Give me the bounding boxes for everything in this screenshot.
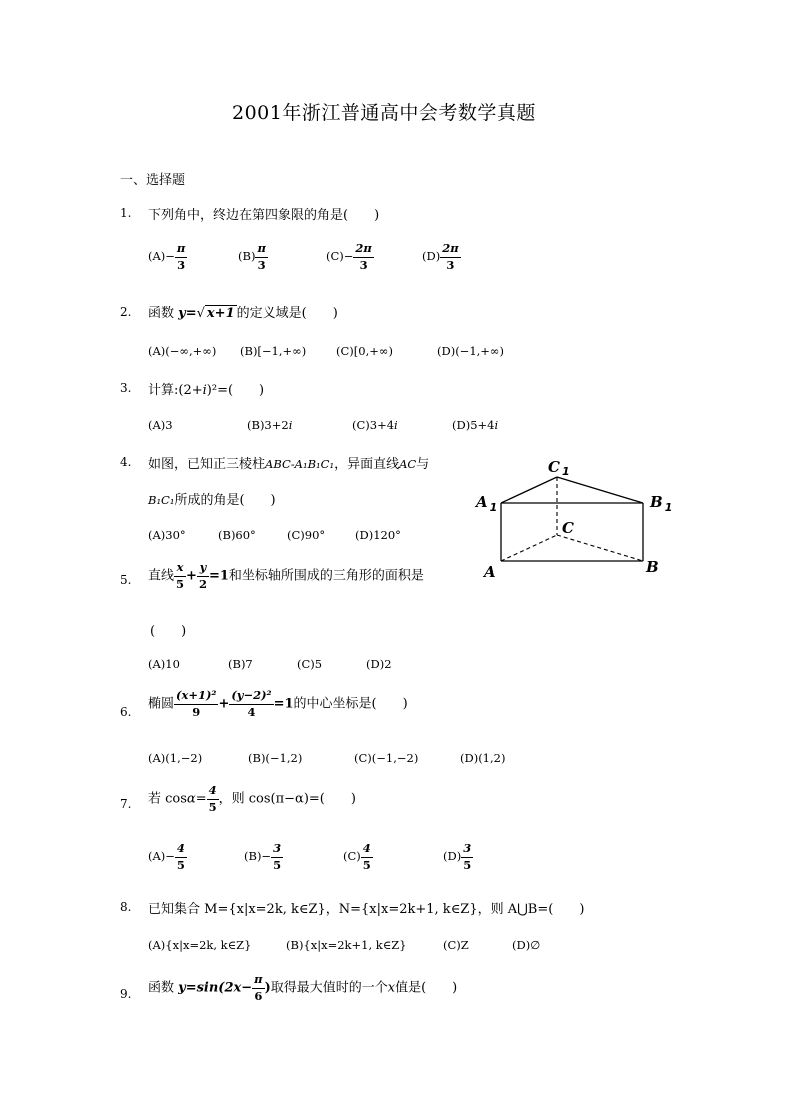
option-b: (B)− $\frac{3}{5}$ [244, 841, 282, 872]
option-a: (A)3 [148, 418, 173, 432]
option-c: (C) $\frac{4}{5}$ [343, 841, 371, 872]
question-number: 3. [120, 381, 132, 395]
option-b: (B)60° [218, 528, 256, 542]
edge-a1-c1 [501, 477, 557, 503]
option-a: (A)− $\frac{4}{5}$ [148, 841, 185, 872]
option-b: (B)[−1,+∞) [240, 344, 307, 358]
label-c1: C $_1$ [548, 458, 570, 478]
section-heading: 一、选择题 [120, 173, 186, 188]
question-text: 如图，已知正三棱柱ABC-A₁B₁C₁，异面直线AC与 [148, 457, 430, 472]
question-text: 下列角中，终边在第四象限的角是( ) [148, 208, 380, 223]
option-d: (D)2 [366, 657, 392, 671]
question-text: 已知集合 M={x|x=2k, k∈Z}，N={x|x=2k+1, k∈Z}，则 A⋃B=( ) [148, 902, 585, 917]
option-b: (B)(−1,2) [248, 751, 303, 765]
option-b: (B)7 [228, 657, 253, 671]
question-text: 椭圆 $\frac{\text{(x+1)²}}{9}$ + $\frac{\text{(y−2)²}}{4}$ =1的中心坐标是( ) [148, 688, 408, 719]
option-c: (C)− $\frac{2\pi}{3}$ [326, 241, 372, 272]
option-d: (D) $\frac{3}{5}$ [443, 841, 472, 872]
option-b: (B){x|x=2k+1, k∈Z} [286, 938, 407, 952]
option-c: (C)90° [287, 528, 326, 542]
option-d: (D) $\frac{2\pi}{3}$ [422, 241, 459, 272]
question-number: 7. [120, 797, 132, 811]
option-c: (C)3+4i [352, 418, 398, 432]
edge-a-c-hidden [501, 535, 557, 561]
question-number: 9. [120, 987, 132, 1001]
edge-c-b-hidden [557, 535, 643, 561]
option-a: (A)10 [148, 657, 180, 671]
question-number: 1. [120, 206, 132, 220]
label-b1: B $_1$ [650, 493, 673, 514]
sqrt-icon: √ [196, 306, 205, 321]
option-a: (A){x|x=2k, k∈Z} [148, 938, 252, 952]
option-d: (D)120° [355, 528, 401, 542]
option-d: (D)(−1,+∞) [437, 344, 504, 358]
option-c: (C)Z [443, 938, 469, 952]
question-text: 若 cosα= $\frac{4}{5}$ ，则 cos(π−α)=( ) [148, 783, 356, 814]
option-c: (C)5 [297, 657, 323, 671]
label-b: B [646, 558, 659, 576]
option-a: (A)(−∞,+∞) [148, 344, 217, 358]
question-text: 计算:(2+i)²=( ) [148, 383, 265, 398]
label-a: A [484, 563, 496, 581]
question-number: 8. [120, 900, 132, 914]
question-number: 4. [120, 455, 132, 469]
option-c: (C)[0,+∞) [336, 344, 393, 358]
prism-figure [470, 455, 680, 585]
question-text: 函数 y=sin(2x− $\frac{\pi}{6}$ )取得最大值时的一个x值是( ) [148, 972, 458, 1003]
question-text-cont: B₁C₁所成的角是( ) [148, 493, 276, 508]
option-d: (D)5+4i [452, 418, 499, 432]
question-text: 函数 y=√ x+1 的定义域是( ) [148, 306, 338, 321]
question-number: 2. [120, 305, 132, 319]
option-a: (A)(1,−2) [148, 751, 203, 765]
label-c: C [562, 519, 574, 537]
label-a1: A $_1$ [476, 493, 498, 514]
option-d: (D)∅ [512, 938, 541, 952]
option-b: (B)3+2i [247, 418, 293, 432]
option-a: (A)− $\frac{\pi}{3}$ [148, 241, 186, 272]
option-d: (D)(1,2) [460, 751, 506, 765]
option-a: (A)30° [148, 528, 186, 542]
edge-c1-b1 [557, 477, 643, 503]
page-title: 2001年浙江普通高中会考数学真题 [232, 102, 536, 124]
question-number: 5. [120, 573, 132, 587]
question-number: 6. [120, 705, 132, 719]
option-c: (C)(−1,−2) [354, 751, 419, 765]
question-text: 直线 $\frac{x}{5}$ + $\frac{y}{2}$ =1和坐标轴所围成的三角形的面积是 [148, 560, 424, 591]
option-b: (B) $\frac{\pi}{3}$ [238, 241, 266, 272]
answer-paren: ( ) [150, 624, 187, 639]
